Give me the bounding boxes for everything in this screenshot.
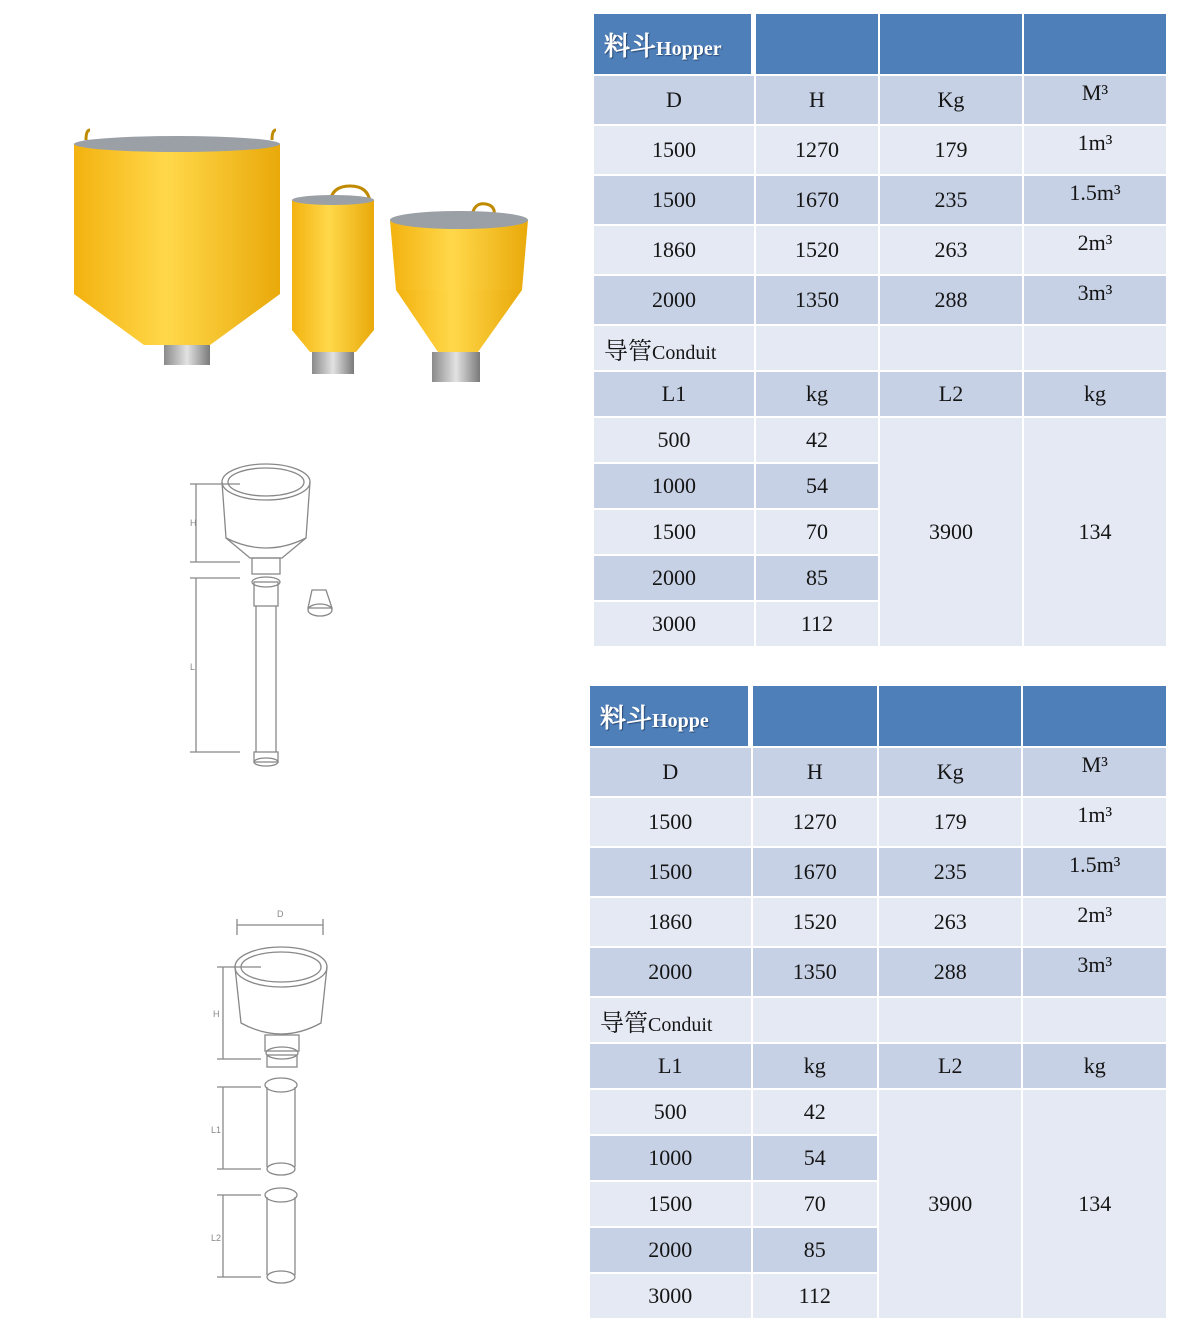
l2-length-value: 3900 bbox=[879, 1090, 1022, 1318]
table-row: 2000 85 bbox=[590, 1228, 1166, 1272]
table-row: 2000 1350 288 3m³ bbox=[590, 948, 1166, 996]
table-row: 3000 112 bbox=[594, 602, 1166, 646]
table-row: 2000 1350 288 3m³ bbox=[594, 276, 1166, 324]
table-row: 1500 1270 179 1m³ bbox=[594, 126, 1166, 174]
dimension-label-h: H bbox=[213, 1009, 220, 1019]
assembly-drawing-hopper-two-conduits bbox=[195, 905, 355, 1295]
table-row: 1500 70 bbox=[590, 1182, 1166, 1226]
dimension-label-h: H bbox=[190, 518, 197, 528]
column-header-l2: L2 bbox=[880, 372, 1022, 416]
l2-weight-value: 134 bbox=[1024, 418, 1166, 646]
table-row: 1500 1670 235 1.5m³ bbox=[594, 176, 1166, 224]
conduit-column-headers bbox=[594, 372, 1166, 416]
hopper-header-row bbox=[590, 686, 1166, 746]
table-row: 1000 54 bbox=[590, 1136, 1166, 1180]
table-row: 1500 1670 235 1.5m³ bbox=[590, 848, 1166, 896]
medium-hopper-image bbox=[390, 204, 528, 382]
hopper-column-headers bbox=[590, 748, 1166, 796]
table-row: 1860 1520 263 2m³ bbox=[590, 898, 1166, 946]
table-row: 1000 54 bbox=[594, 464, 1166, 508]
hopper-product-photo bbox=[60, 120, 540, 400]
spec-table-bottom bbox=[588, 684, 1168, 1320]
dimension-label-l2: L2 bbox=[211, 1233, 222, 1243]
dimension-label-l1: L1 bbox=[211, 1125, 222, 1135]
l2-weight-value: 134 bbox=[1023, 1090, 1166, 1318]
column-header-m3: M³ bbox=[1024, 76, 1166, 124]
column-header-l2: L2 bbox=[879, 1044, 1022, 1088]
assembly-drawing-hopper-conduit bbox=[180, 440, 360, 780]
table-row: 500 42 3900 134 bbox=[594, 418, 1166, 462]
column-header-m3: M³ bbox=[1023, 748, 1166, 796]
column-header-kg: Kg bbox=[880, 76, 1022, 124]
conduit-column-headers bbox=[590, 1044, 1166, 1088]
hopper-title: 料斗Hopper bbox=[594, 14, 754, 74]
column-header-h: H bbox=[756, 76, 878, 124]
conduit-title: 导管Conduit bbox=[590, 998, 751, 1042]
small-hopper-image bbox=[292, 186, 374, 374]
table-row: 1500 1270 179 1m³ bbox=[590, 798, 1166, 846]
table-row: 500 42 3900 134 bbox=[590, 1090, 1166, 1134]
conduit-header-row bbox=[590, 998, 1166, 1042]
column-header-l1: L1 bbox=[594, 372, 754, 416]
column-header-kg: kg bbox=[756, 372, 878, 416]
conduit-header-row bbox=[594, 326, 1166, 370]
column-header-kg: Kg bbox=[879, 748, 1022, 796]
column-header-kg: kg bbox=[1023, 1044, 1166, 1088]
table-row: 2000 85 bbox=[594, 556, 1166, 600]
column-header-d: D bbox=[590, 748, 751, 796]
column-header-l1: L1 bbox=[590, 1044, 751, 1088]
column-header-d: D bbox=[594, 76, 754, 124]
dimension-label-d: D bbox=[277, 909, 284, 919]
column-header-kg: kg bbox=[753, 1044, 877, 1088]
conduit-title: 导管Conduit bbox=[594, 326, 754, 370]
hopper-header-row bbox=[594, 14, 1166, 74]
l2-length-value: 3900 bbox=[880, 418, 1022, 646]
table-row: 1500 70 bbox=[594, 510, 1166, 554]
table-row: 1860 1520 263 2m³ bbox=[594, 226, 1166, 274]
large-hopper-image bbox=[74, 130, 280, 365]
column-header-kg: kg bbox=[1024, 372, 1166, 416]
hopper-title: 料斗Hoppe bbox=[590, 686, 751, 746]
spec-table-top bbox=[592, 12, 1168, 648]
table-row: 3000 112 bbox=[590, 1274, 1166, 1318]
dimension-label-l: L bbox=[190, 662, 196, 672]
column-header-h: H bbox=[753, 748, 877, 796]
hopper-column-headers bbox=[594, 76, 1166, 124]
